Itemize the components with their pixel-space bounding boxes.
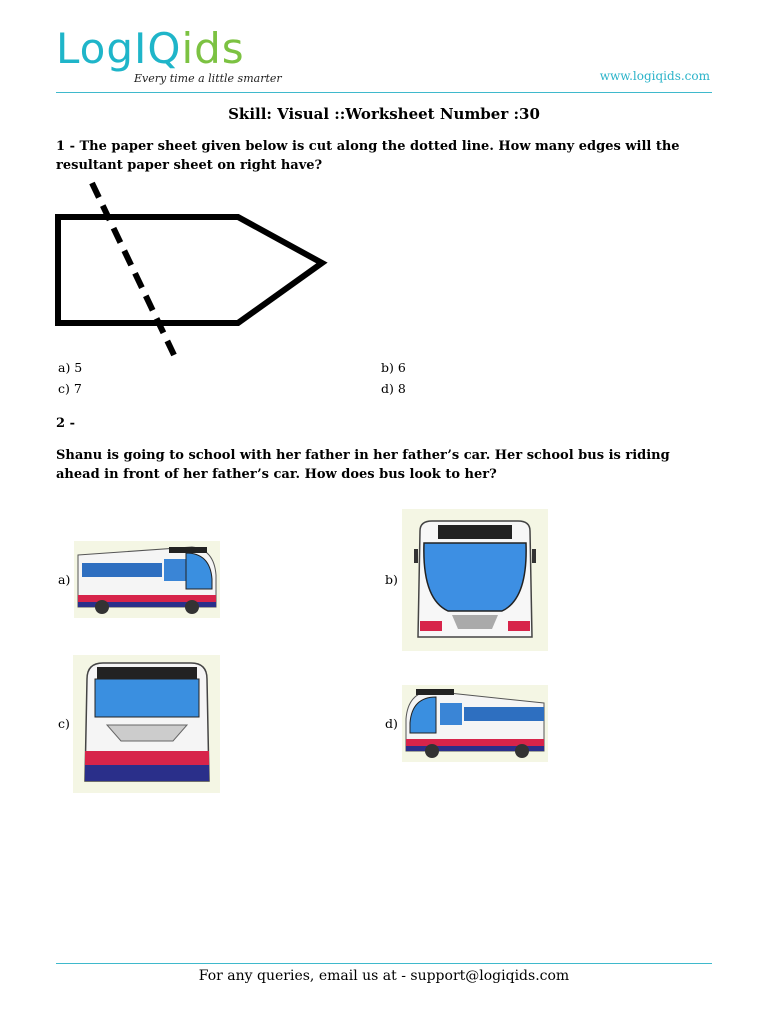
worksheet-title: Skill: Visual ::Worksheet Number :30 [228, 105, 540, 123]
question-1-text: 1 - The paper sheet given below is cut along the dotted line. How many edges will the resultant paper sheet on right have? [56, 139, 680, 173]
header-divider [56, 92, 712, 93]
question-2-text: Shanu is going to school with her father in her father’s car. Her school bus is riding ahead in front of her father’s car. How does bus look to her? [56, 448, 670, 482]
question-2-number: 2 - [56, 416, 75, 431]
logo-text-part2: ids [181, 24, 245, 73]
footer-divider [56, 963, 712, 964]
bus-front-image[interactable] [402, 509, 548, 651]
bus-rear-image[interactable] [73, 655, 220, 793]
bus-side-left-image[interactable] [402, 685, 548, 762]
footer-contact: For any queries, email us at - support@logiqids.com [198, 968, 570, 984]
paper-sheet-shape [58, 217, 322, 323]
q2-option-c-label[interactable]: c) [58, 716, 70, 731]
q2-option-b-label[interactable]: b) [385, 572, 398, 587]
bus-side-right-image[interactable] [74, 541, 220, 618]
q1-option-d[interactable]: d) 8 [381, 381, 406, 396]
website-link[interactable]: www.logiqids.com [599, 69, 710, 83]
q2-option-d-label[interactable]: d) [385, 716, 398, 731]
q1-option-c[interactable]: c) 7 [58, 381, 82, 396]
logo-text-part1: LogIQ [56, 24, 182, 73]
dotted-cut-line [92, 183, 174, 355]
q1-option-b[interactable]: b) 6 [381, 360, 406, 375]
logo-tagline: Every time a little smarter [134, 72, 282, 85]
q2-option-a-label[interactable]: a) [58, 572, 71, 587]
paper-cut-figure [50, 175, 340, 365]
logo [56, 24, 245, 73]
q1-option-a[interactable]: a) 5 [58, 360, 83, 375]
